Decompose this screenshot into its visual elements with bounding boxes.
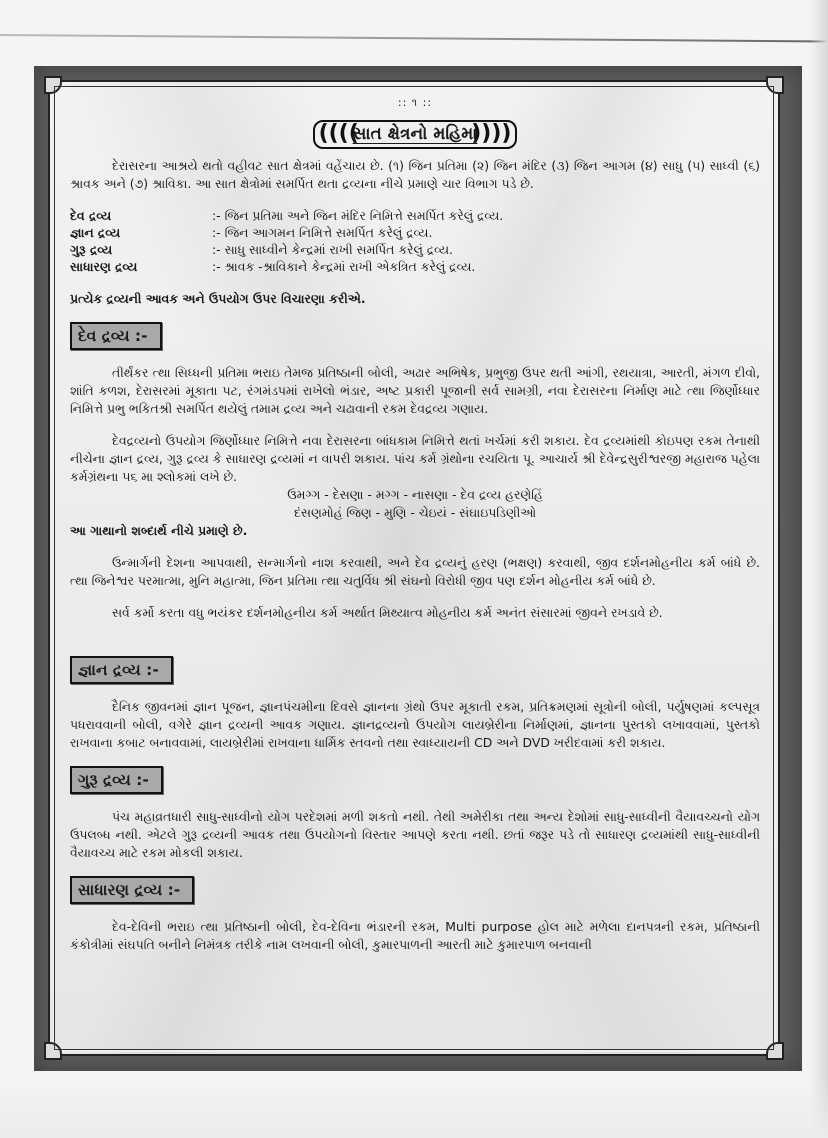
section-heading-dev-dravya: દેવ દ્રવ્ય :- [70,322,162,350]
definition-text: :- સાધુ સાધ્વીને કેન્દ્રમાં રાખી સમર્પિત કરેલું દ્રવ્ય. [212,242,453,257]
document-page [48,80,780,1056]
intro-paragraph: દેરાસરના આશ્રયે થતો વહીવટ સાત ક્ષેત્રમાં વહેંચાય છે. (૧) જિન પ્રતિમા (૨) જિન મંદિર (૩) જિન આગમ (૪) સાધુ (૫) સાધ્વી (૬) શ્રાવક અને (૭) શ્રાવિકા. આ સાત ક્ષેત્રોમાં સમર્પિત થતા દ્રવ્યના નીચે પ્રમાણે ચાર વિભાગ પડે છે. [70,158,760,191]
gyan-paragraph-1: દૈનિક જીવનમાં જ્ઞાન પૂજન, જ્ઞાનપંચમીના દિવસે જ્ઞાનના ગ્રંથો ઉપર મૂકાતી રકમ, પ્રતિક્રમણમાં સૂત્રોની બોલી, પર્યુષણમાં કલ્પસૂત્ર પધરાવવાની બોલી, વગેરે જ્ઞાન દ્રવ્યની આવક ગણાય. જ્ઞાનદ્રવ્યનો ઉપયોગ લાયબ્રેરીના નિર્માણમાં, જ્ઞાનના પુસ્તકો લખાવવામાં, પુસ્તકો રાખવાના કબાટ બનાવવામાં, લાયબ્રેરીમાં રાખવાના ધાર્મિક સ્તવનો તથા સ્વાધ્યાયની CD અને DVD ખરીદવામાં કરી શકાય. [70,699,760,750]
definition-term: સાધારણ દ્રવ્ય [70,259,138,274]
document-content [70,94,760,954]
definitions-list [70,207,760,275]
scan-shadow-bottom [0,1078,828,1138]
section-heading-sadharan-dravya: સાધારણ દ્રવ્ય :- [70,876,194,904]
verse-line-1: ઉમગ્ગ - દેસણા - મગ્ગ - નાસણા - દેવ દ્રવ્ય હરણેહિં [287,487,543,502]
definition-row [70,224,760,241]
guru-paragraph-1: પંચ મહાવ્રતધારી સાધુ-સાધ્વીનો યોગ પરદેશમાં મળી શકતો નથી. તેથી અમેરીકા તથા અન્ય દેશોમાં સાધુ-સાધ્વીની વૈયાવચ્ચનો યોગ ઉપલબ્ધ નથી. એટલે ગુરૂ દ્રવ્યની આવક તથા ઉપયોગનો વિસ્તાર આપણે કરતા નથી. છતાં જરૂર પડે તો સાધારણ દ્રવ્યમાંથી સાધુ-સાધ્વીની વૈયાવચ્ચ માટે રકમ મોકલી શકાય. [70,809,760,860]
verse-meaning-label: આ ગાથાનો શબ્દાર્થ નીચે પ્રમાણે છે. [70,523,248,538]
corner-ornament-icon [766,76,784,94]
definition-text: :- જિન આગમન નિમિત્તે સમર્પિત કરેલું દ્રવ્ય. [212,225,433,240]
page-frame [34,66,802,1071]
dev-paragraph-4: સર્વ કર્મો કરતા વધુ ભયંકર દર્શનમોહનીય કર્મ અર્થાત મિથ્યાત્વ મોહનીય કર્મ અનંત સંસારમાં જીવને રખડાવે છે. [112,605,663,620]
title-container [70,120,760,149]
corner-ornament-icon [44,1042,62,1060]
definition-text: :- જિન પ્રતિમા અને જિન મંદિર નિમિત્તે સમર્પિત કરેલું દ્રવ્ય. [212,208,504,223]
verse-line-2: દંસણમોહં જિણ - મુણિ - ચેઇયં - સંઘાઇપડિણીઓ [294,505,536,520]
reflection-line: પ્રત્યેક દ્રવ્યની આવક અને ઉપયોગ ઉપર વિચારણા કરીએ. [70,291,366,306]
dev-paragraph-2: દેવદ્રવ્યનો ઉપયોગ જિર્ણોધ્ધાર નિમિત્તે નવા દેરાસરના બાંધકામ નિમિત્તે થતાં ખર્ચમાં કરી શકાય. દેવ દ્રવ્યમાંથી કોઇપણ રકમ તેનાથી નીચેના જ્ઞાન દ્રવ્ય, ગુરૂ દ્રવ્ય કે સાધારણ દ્રવ્યમાં ન વાપરી શકાય. પાંચ કર્મ ગ્રંથોના રચયિતા પૂ. આચાર્ય શ્રી દેવેન્દ્રસુરીશ્વરજી મહારાજ પહેલા કર્મગ્રંથના ૫૬ મા શ્લોકમાં લખે છે. [70,433,760,484]
page-title: સાત ક્ષેત્રનો મહિમા [352,124,478,144]
dev-paragraph-3: ઉન્માર્ગની દેશના આપવાથી, સન્માર્ગનો નાશ કરવાથી, અને દેવ દ્રવ્યનું હરણ (ભક્ષણ) કરવાથી, જીવ દર્શનમોહનીય કર્મ બાંધે છે. ત્થા જિનેશ્વર પરમાત્મા, મુનિ મહાત્મા, જિન પ્રતિમા ત્થા ચતુર્વિધ શ્રી સંઘનો વિરોધી જીવ પણ દર્શન મોહનીય કર્મ બાંધે છે. [70,555,760,588]
page-number: :: ૧ :: [397,96,433,109]
dev-paragraph-1: તીર્થંકર ત્થા સિધ્ધની પ્રતિમા ભરાઇ તેમજ પ્રતિષ્ઠાની બોલી, અઢાર અભિષેક, પ્રભુજી ઉપર થતી આંગી, રથયાત્રા, આરતી, મંગળ દીવો, શાંતિ કળશ, દેરાસરમાં મૂકાતા પટ, રંગમંડપમાં રાખેલો ભંડાર, અષ્ટ પ્રકારી પૂજાની સર્વ સામગ્રી, નવા દેરાસરના નિર્માણ માટે ત્થા જિર્ણોધ્ધાર નિમિત્તે પ્રભુ ભકિતશ્રી સમર્પિત થયેલું તમામ દ્રવ્ય અને ચઢાવાની રકમ દેવદ્રવ્ય ગણાય. [70,365,760,416]
section-heading-guru-dravya: ગુરૂ દ્રવ્ય :- [70,766,163,794]
corner-ornament-icon [44,76,62,94]
definition-row [70,258,760,275]
definition-text: :- શ્રાવક -શ્રાવિકાને કેન્દ્રમાં રાખી એકત્રિત કરેલું દ્રવ્ય. [212,259,476,274]
definition-row [70,241,760,258]
definition-term: દેવ દ્રવ્ય [70,208,112,223]
title-box [313,120,518,149]
definition-row [70,207,760,224]
scan-edge-line [0,34,828,43]
corner-ornament-icon [766,1042,784,1060]
scan-shadow-right [810,0,828,1138]
definition-term: જ્ઞાન દ્રવ્ય [70,225,121,240]
sadharan-paragraph-1: દેવ-દેવિની ભરાઇ ત્થા પ્રતિષ્ઠાની બોલી, દેવ-દેવિના ભંડારની રકમ, Multi purpose હોલ માટે મળેલા દાનપત્રની રકમ, પ્રતિષ્ઠાની કંકોત્રીમાં સંઘપતિ બનીને નિમંત્રક તરીકે નામ લખવાની બોલી, કુમારપાળની આરતી માટે કુમારપાળ બનવાની [70,919,760,952]
definition-term: ગુરૂ દ્રવ્ય [70,242,113,257]
section-heading-gyan-dravya: જ્ઞાન દ્રવ્ય :- [70,656,173,684]
